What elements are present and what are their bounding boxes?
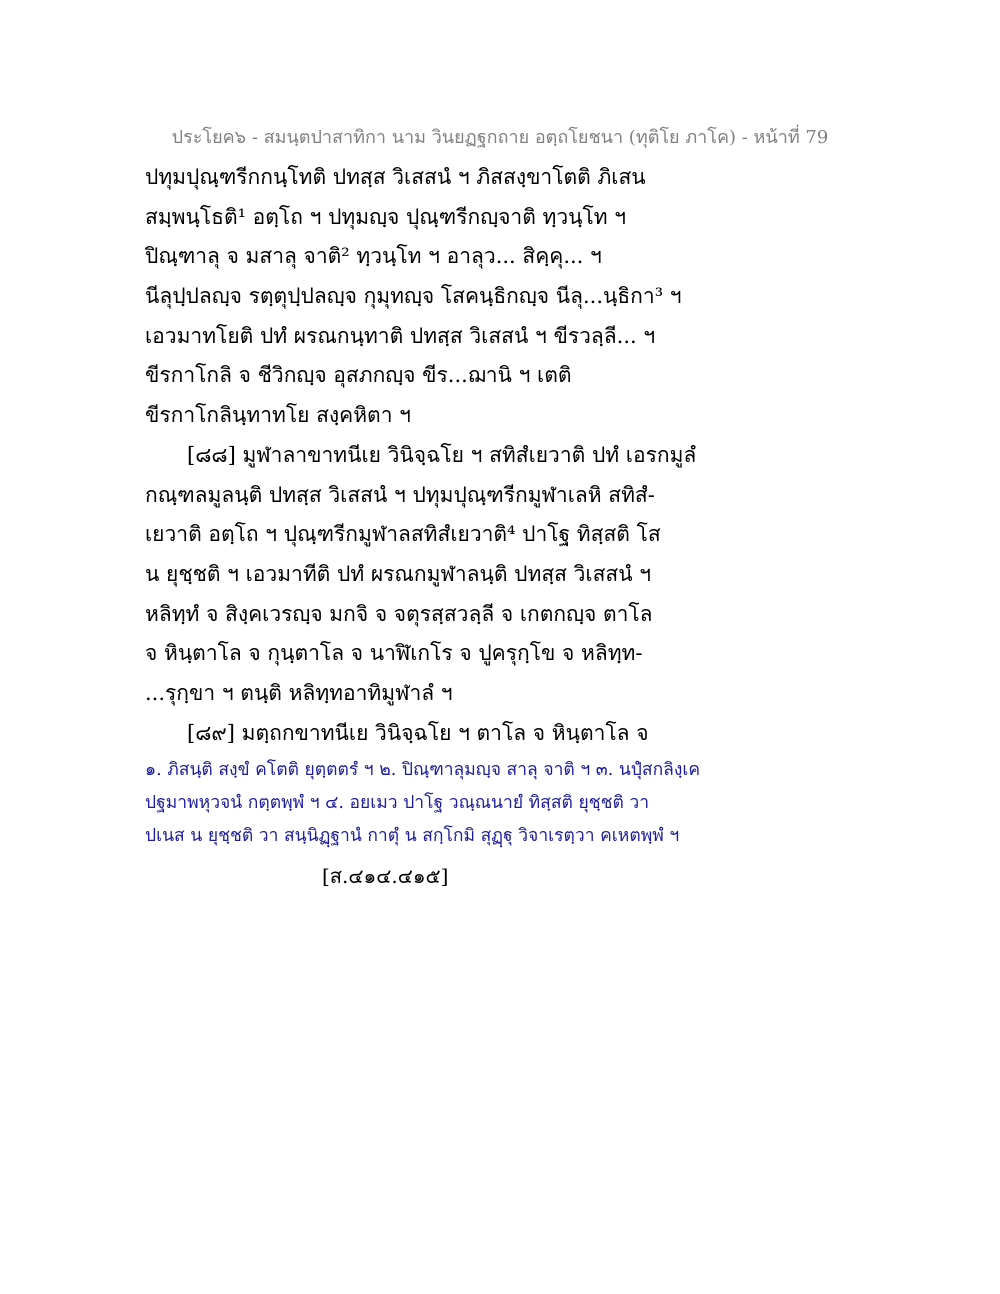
body-line: ปิณฺฑาลุ จ มสาลุ จาติ² ทฺวนฺโท ฯ อาลุว... สิคฺคุ... ฯ (145, 244, 602, 269)
body-line: เอวมาทโยติ ปทํ ผรณกนฺทาติ ปทสฺส วิเสสนํ ฯ ขีรวลฺลี... ฯ (145, 323, 656, 348)
paragraph-88-start: [๘๘] มูฬาลาขาทนีเย วินิจฺฉโย ฯ สทิสํเยวาติ ปทํ เอรกมูลํ (187, 442, 697, 467)
footnote-line: ๑. ภิสนฺติ สงฺขํ คโตติ ยุตฺตตรํ ฯ ๒. ปิณฺฑาลุมญฺจ สาลุ จาติ ฯ ๓. นปุํสกลิงฺเค (145, 760, 701, 780)
body-line: กณฺฑลมูลนฺติ ปทสฺส วิเสสนํ ฯ ปทุมปุณฺฑรีกมูฬาเลหิ สทิสํ- (145, 482, 655, 507)
page-reference: [ส.๔๑๔.๔๑๕] (322, 864, 449, 888)
body-line: ...รุกฺขา ฯ ตนฺติ หลิทฺทอาทิมูฬาลํ ฯ (145, 680, 453, 705)
footnote-line: ปฐมาพหุวจนํ กตฺตพฺพํ ฯ ๔. อยเมว ปาโฐ วณฺณนายํ ทิสฺสติ ยุชฺชติ วา (145, 793, 650, 813)
page-header (0, 122, 1000, 151)
body-line: ขีรกาโกลิ จ ชีวิกญฺจ อุสภกญฺจ ขีร...ฌานิ ฯ เตติ (145, 363, 572, 388)
body-line: ขีรกาโกลินฺทาทโย สงฺคหิตา ฯ (145, 403, 411, 428)
paragraph-89-start: [๘๙] มตฺถกขาทนีเย วินิจฺฉโย ฯ ตาโล จ หินฺตาโล จ (187, 720, 649, 745)
page-header-text: ประโยค๖ - สมนฺตปาสาทิกา นาม วินยฏฐกถาย อตฺถโยชนา (ทุติโย ภาโค) - หน้าที่ 79 (171, 127, 829, 148)
footnote-line: ปเนส น ยุชฺชติ วา สนฺนิฏฺฐานํ กาตุํ น สกฺโกมิ สุฏฺฐุ วิจาเรตฺวา คเหตพฺพํ ฯ (145, 826, 680, 846)
body-line: เยวาติ อตฺโถ ฯ ปุณฺฑรีกมูฬาลสทิสํเยวาติ⁴ ปาโฐ ทิสฺสติ โส (145, 522, 661, 547)
body-line: นีลุปฺปลญฺจ รตฺตุปฺปลญฺจ กุมุทญฺจ โสคนฺธิกญฺจ นีลุ...นฺธิกา³ ฯ (145, 284, 682, 309)
body-line: ปทุมปุณฺฑรีกกนฺโทติ ปทสฺส วิเสสนํ ฯ ภิสสงฺขาโตติ ภิเสน (145, 165, 646, 189)
footnotes (145, 754, 865, 853)
body-line: จ หินฺตาโล จ กุนฺตาโล จ นาฬิเกโร จ ปูครุกฺโข จ หลิทฺท- (145, 641, 643, 666)
body-text (145, 158, 865, 753)
body-line: หลิทฺทํ จ สิงฺคเวรญฺจ มกจิ จ จตุรสฺสวลฺลี จ เกตกญฺจ ตาโล (145, 601, 653, 626)
body-line: สมฺพนฺโธติ¹ อตฺโถ ฯ ปทุมญฺจ ปุณฺฑรีกญฺจาติ ทฺวนฺโท ฯ (145, 204, 627, 229)
body-line: น ยุชฺชติ ฯ เอวมาทีติ ปทํ ผรณกมูฬาลนฺติ ปทสฺส วิเสสนํ ฯ (145, 561, 652, 586)
